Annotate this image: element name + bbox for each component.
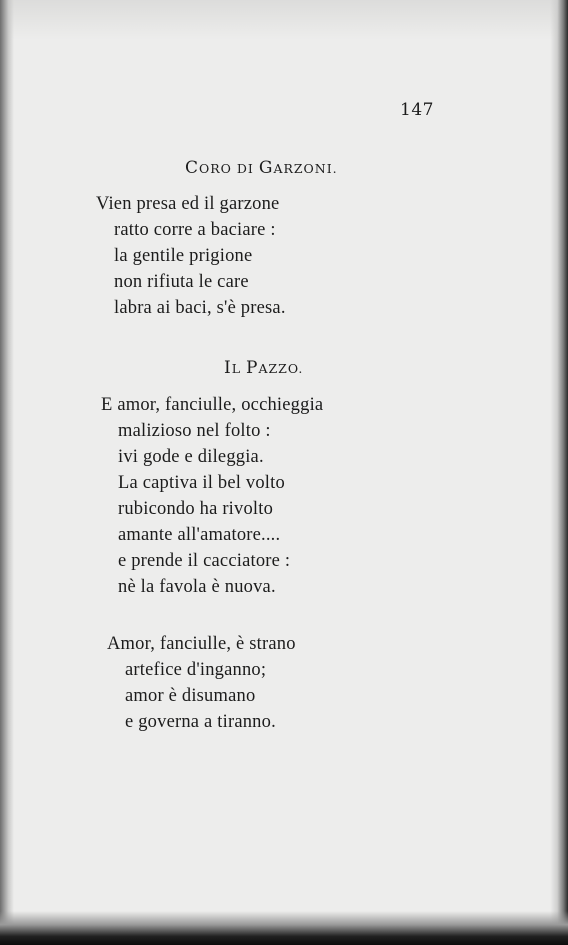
verse-line: amor è disumano (125, 686, 256, 706)
section-heading-pazzo: IL PAZZO. (224, 358, 304, 378)
verse-line: amante all'amatore.... (118, 525, 281, 545)
verse-line: nè la favola è nuova. (118, 577, 276, 597)
section-heading-coro: CORO DI GARZONI. (185, 158, 338, 178)
verse-line: Amor, fanciulle, è strano (107, 634, 296, 654)
verse-line: malizioso nel folto : (118, 421, 271, 441)
verse-line: La captiva il bel volto (118, 473, 285, 493)
verse-line: non rifiuta le care (114, 272, 249, 292)
verse-line: e prende il cacciatore : (118, 551, 291, 571)
verse-line: e governa a tiranno. (125, 712, 276, 732)
verse-line: ratto corre a baciare : (114, 220, 276, 240)
verse-line: ivi gode e dileggia. (118, 447, 264, 467)
verse-line: Vien presa ed il garzone (96, 194, 280, 214)
verse-line: la gentile prigione (114, 246, 253, 266)
page-number: 147 (400, 100, 434, 120)
verse-line: rubicondo ha rivolto (118, 499, 274, 519)
verse-line: artefice d'inganno; (125, 660, 267, 680)
verse-line: E amor, fanciulle, occhieggia (101, 395, 324, 415)
verse-line: labra ai baci, s'è presa. (114, 298, 286, 318)
